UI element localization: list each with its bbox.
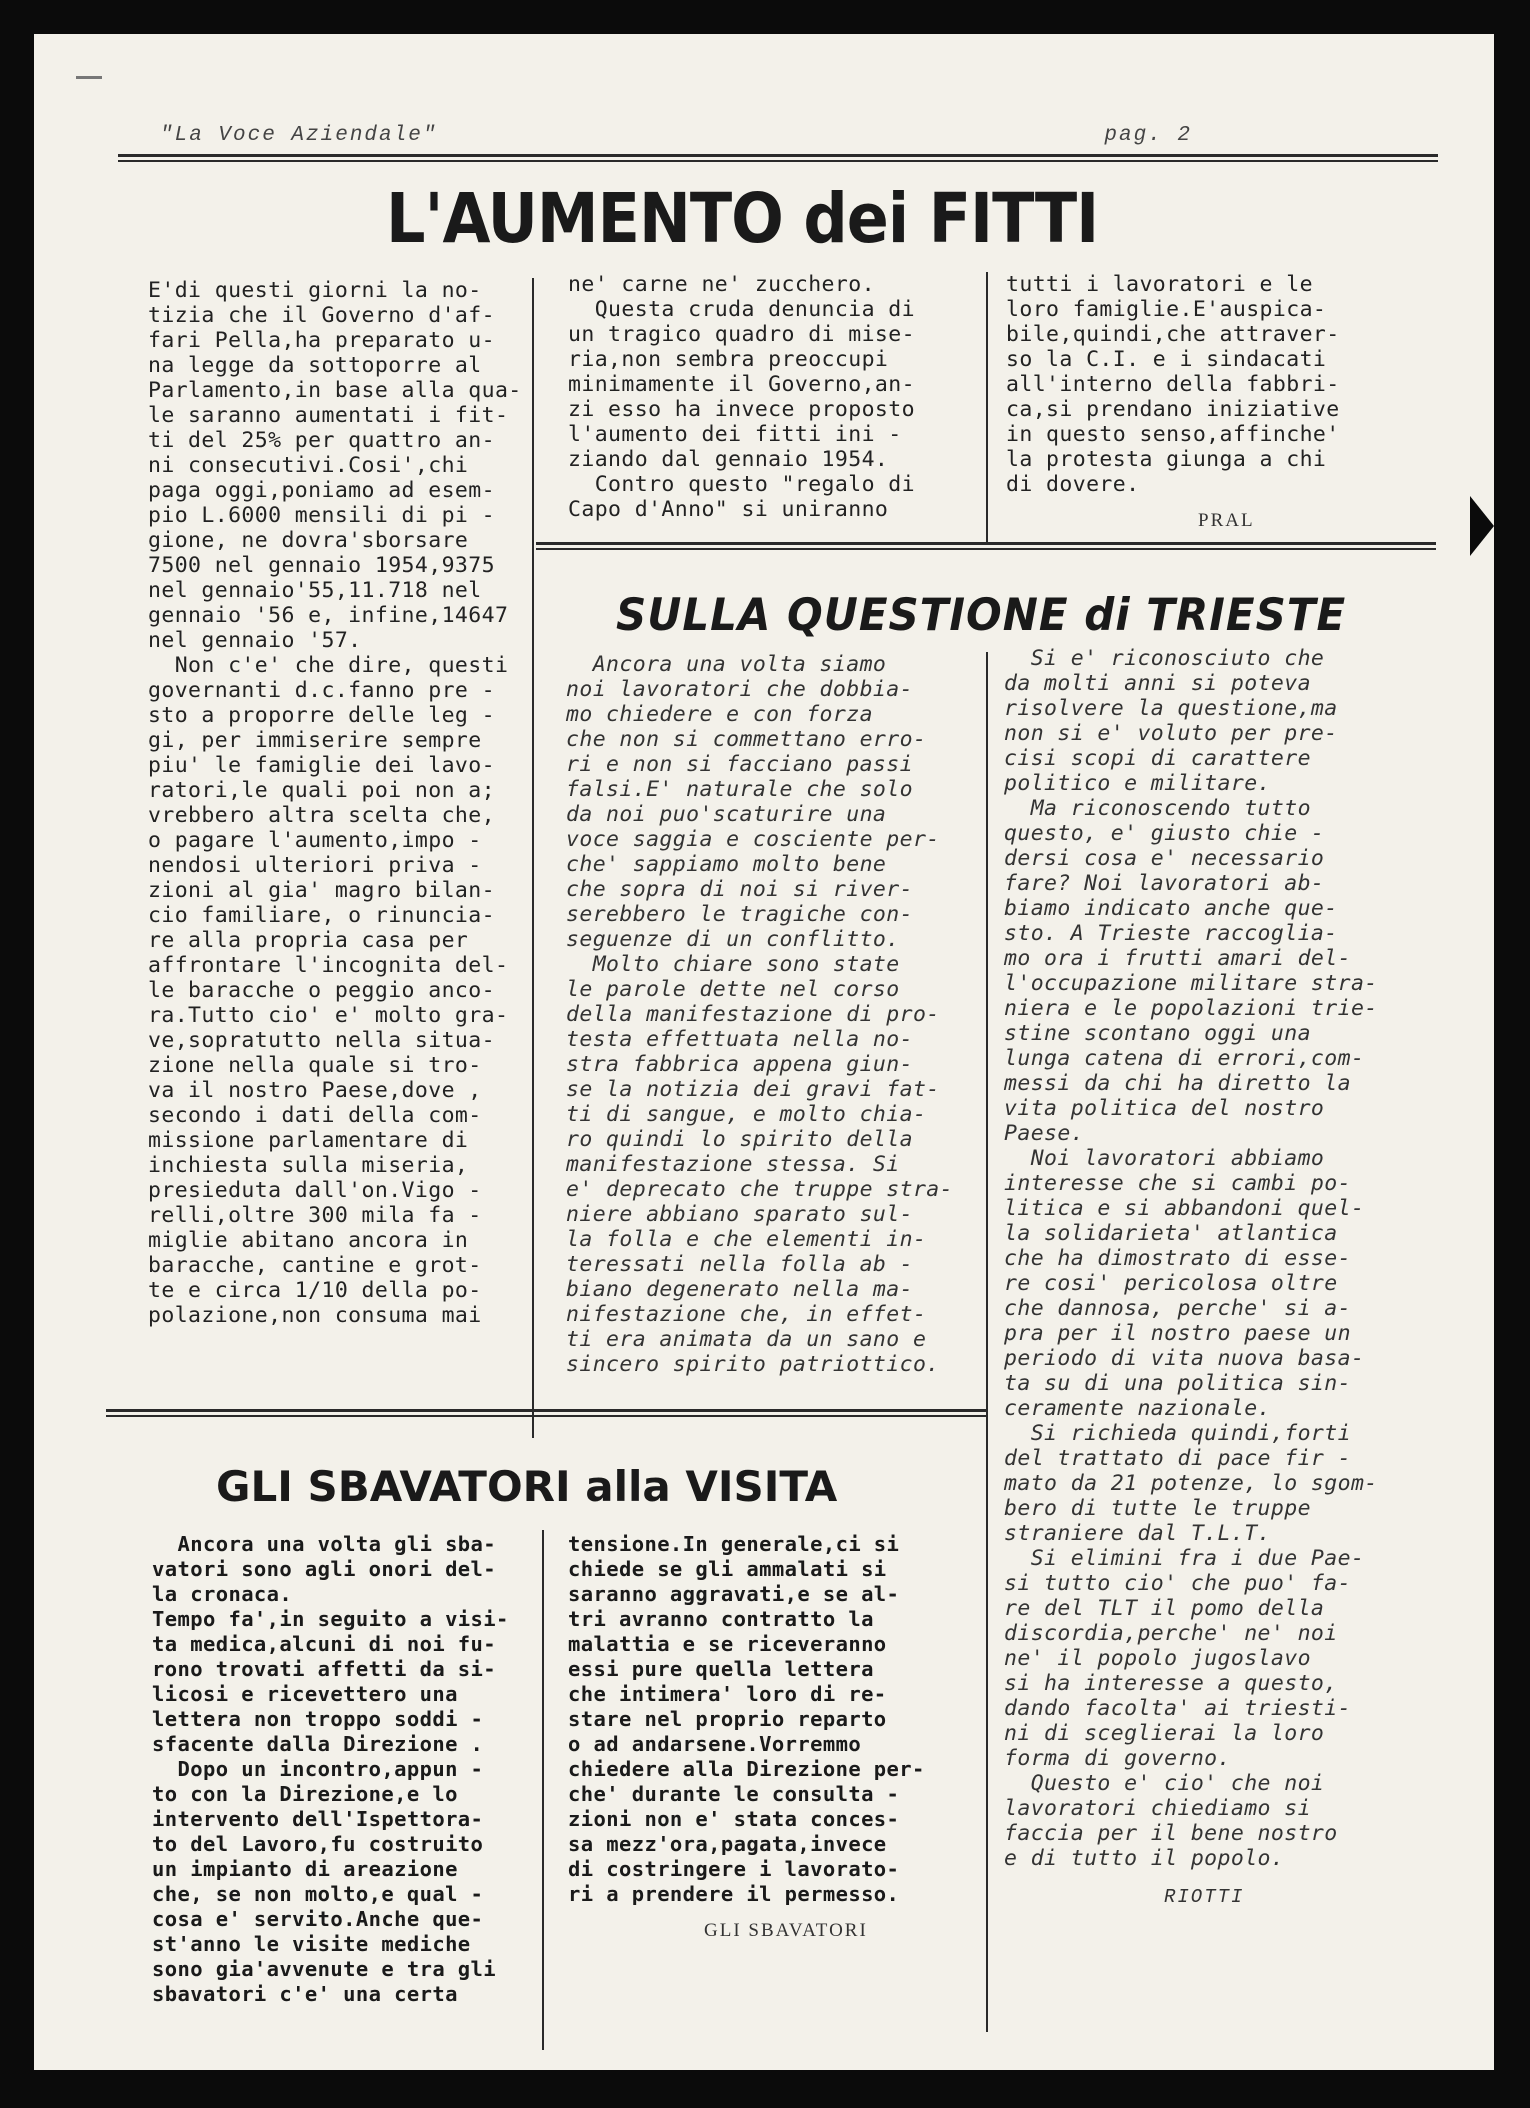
fitti-column-3: tutti i lavoratori e le loro famiglie.E'auspica- bile,quindi,che attraver- so la C.I. e i sindacati all'interno della fabbri- ca,si prendano iniziative in questo senso,affinche' la protesta giunga a chi di dovere. [1006, 272, 1340, 497]
signature-riotti: RIOTTI [1164, 1886, 1245, 1908]
column-divider [542, 1530, 544, 2050]
headline-trieste: SULLA QUESTIONE di TRIESTE [616, 589, 1347, 641]
trieste-column-1: Ancora una volta siamo noi lavoratori che dobbia- mo chiedere e con forza che non si commettano erro- ri e non si facciano passi falsi.E' naturale che solo da noi puo'scaturire una voce saggia e cosciente per- che' sappiamo molto bene che sopra di noi si river- serebbero le tragiche con- seguenze di un conflitto. Molto chiare sono state le parole dette nel corso della manifestazione di pro- testa effettuata nella no- stra fabbrica appena giun- se la notizia dei gravi fat- ti di sangue, e molto chia- ro quindi lo spirito della manifestazione stessa. Si e' deprecato che truppe stra- niere abbiano sparato sul- la folla e che elementi in- teressati nella folla ab - biano degenerato nella ma- nifestazione che, in effet- ti era animata da un sano e sincero spirito patriottico. [566, 652, 953, 1377]
section-rule [106, 1409, 986, 1412]
column-divider [986, 652, 988, 2032]
fitti-column-1: E'di questi giorni la no- tizia che il Governo d'af- fari Pella,ha preparato u- na legge da sottoporre al Parlamento,in base alla qua- le saranno aumentati i fit- ti del 25% per quattro an- ni consecutivi.Cosi',chi paga oggi,poniamo ad esem- pio L.6000 mensili di pi - gione, ne dovra'sborsare 7500 nel gennaio 1954,9375 nel gennaio'55,11.718 nel gennaio '56 e, infine,14647 nel gennaio '57. Non c'e' che dire, questi governanti d.c.fanno pre - sto a proporre delle leg - gi, per immiserire sempre piu' le famiglie dei lavo- ratori,le quali poi non a; vrebbero altra scelta che, o pagare l'aumento,impo - nendosi ulteriori priva - zioni al gia' magro bilan- cio familiare, o rinuncia- re alla propria casa per affrontare l'incognita del- le baracche o peggio anco- ra.Tutto cio' e' molto gra- ve,sopratutto nella situa- zione nella quale si tro- va il nostro Paese,dove , secondo i dati della com- missione parlamentare di inchiesta sulla miseria, presieduta dall'on.Vigo - relli,oltre 300 mila fa - miglie abitano ancora in baracche, cantine e grot- te e circa 1/10 della po- polazione,non consuma mai [148, 278, 522, 1328]
section-rule [536, 548, 1436, 550]
newspaper-title: "La Voce Aziendale" [160, 124, 438, 147]
headline-visita: GLI SBAVATORI alla VISITA [216, 1462, 838, 1511]
visita-column-2: tensione.In generale,ci si chiede se gli ammalati si saranno aggravati,e se al- tri avranno contratto la malattia e se riceveranno essi pure quella lettera che intimera' loro di re- stare nel proprio reparto o ad andarsene.Vorremmo chiedere alla Direzione per- che' durante le consulta - zioni non e' stata conces- sa mezz'ora,pagata,invece di costringere i lavorato- ri a prendere il permesso. [568, 1532, 925, 1906]
section-rule [106, 1415, 986, 1417]
trieste-column-2: Si e' riconosciuto che da molti anni si poteva risolvere la questione,ma non si e' voluto per pre- cisi scopi di carattere politico e militare. Ma riconoscendo tutto questo, e' giusto chie - dersi cosa e' necessario fare? Noi lavoratori ab- biamo indicato anche que- sto. A Trieste raccoglia- mo ora i frutti amari del- l'occupazione militare stra- niera e le popolazioni trie- stine scontano oggi una lunga catena di errori,com- messi da chi ha diretto la vita politica del nostro Paese. Noi lavoratori abbiamo interesse che si cambi po- litica e si abbandoni quel- la solidarieta' atlantica che ha dimostrato di esse- re cosi' pericolosa oltre che dannosa, perche' si a- pra per il nostro paese un periodo di vita nuova basa- ta su di una politica sin- ceramente nazionale. Si richieda quindi,forti del trattato di pace fir - mato da 21 potenze, lo sgom- bero di tutte le truppe straniere dal T.L.T. Si elimini fra i due Pae- si tutto cio' che puo' fa- re del TLT il pomo della discordia,perche' ne' noi ne' il popolo jugoslavo si ha interesse a questo, dando facolta' ai triesti- ni di sceglierai la loro forma di governo. Questo e' cio' che noi lavoratori chiediamo si faccia per il bene nostro e di tutto il popolo. [1004, 646, 1378, 1871]
page-number: pag. 2 [1104, 124, 1192, 147]
scan-mark [76, 76, 102, 79]
section-rule [536, 542, 1436, 545]
fitti-column-2: ne' carne ne' zucchero. Questa cruda denuncia di un tragico quadro di mise- ria,non sembra preoccupi minimamente il Governo,an- zi esso ha invece proposto l'aumento dei fitti ini - ziando dal gennaio 1954. Contro questo "regalo di Capo d'Anno" si uniranno [568, 272, 915, 522]
header-rule [118, 160, 1438, 162]
column-divider [532, 278, 534, 1438]
signature-pral: PRAL [1198, 510, 1255, 531]
column-divider [986, 272, 988, 542]
header-rule [118, 154, 1438, 157]
headline-fitti: L'AUMENTO dei FITTI [386, 178, 1099, 259]
newspaper-page [34, 34, 1494, 2070]
visita-column-1: Ancora una volta gli sba- vatori sono agli onori del- la cronaca. Tempo fa',in seguito a visi- ta medica,alcuni di noi fu- rono trovati affetti da si- licosi e ricevettero una lettera non troppo soddi - sfacente dalla Direzione . Dopo un incontro,appun - to con la Direzione,e lo intervento dell'Ispettora- to del Lavoro,fu costruito un impianto di areazione che, se non molto,e qual - cosa e' servito.Anche que- st'anno le visite mediche sono gia'avvenute e tra gli sbavatori c'e' una certa [152, 1532, 509, 2006]
edge-mark [1470, 496, 1494, 556]
signature-sbavatori: GLI SBAVATORI [704, 1920, 868, 1941]
